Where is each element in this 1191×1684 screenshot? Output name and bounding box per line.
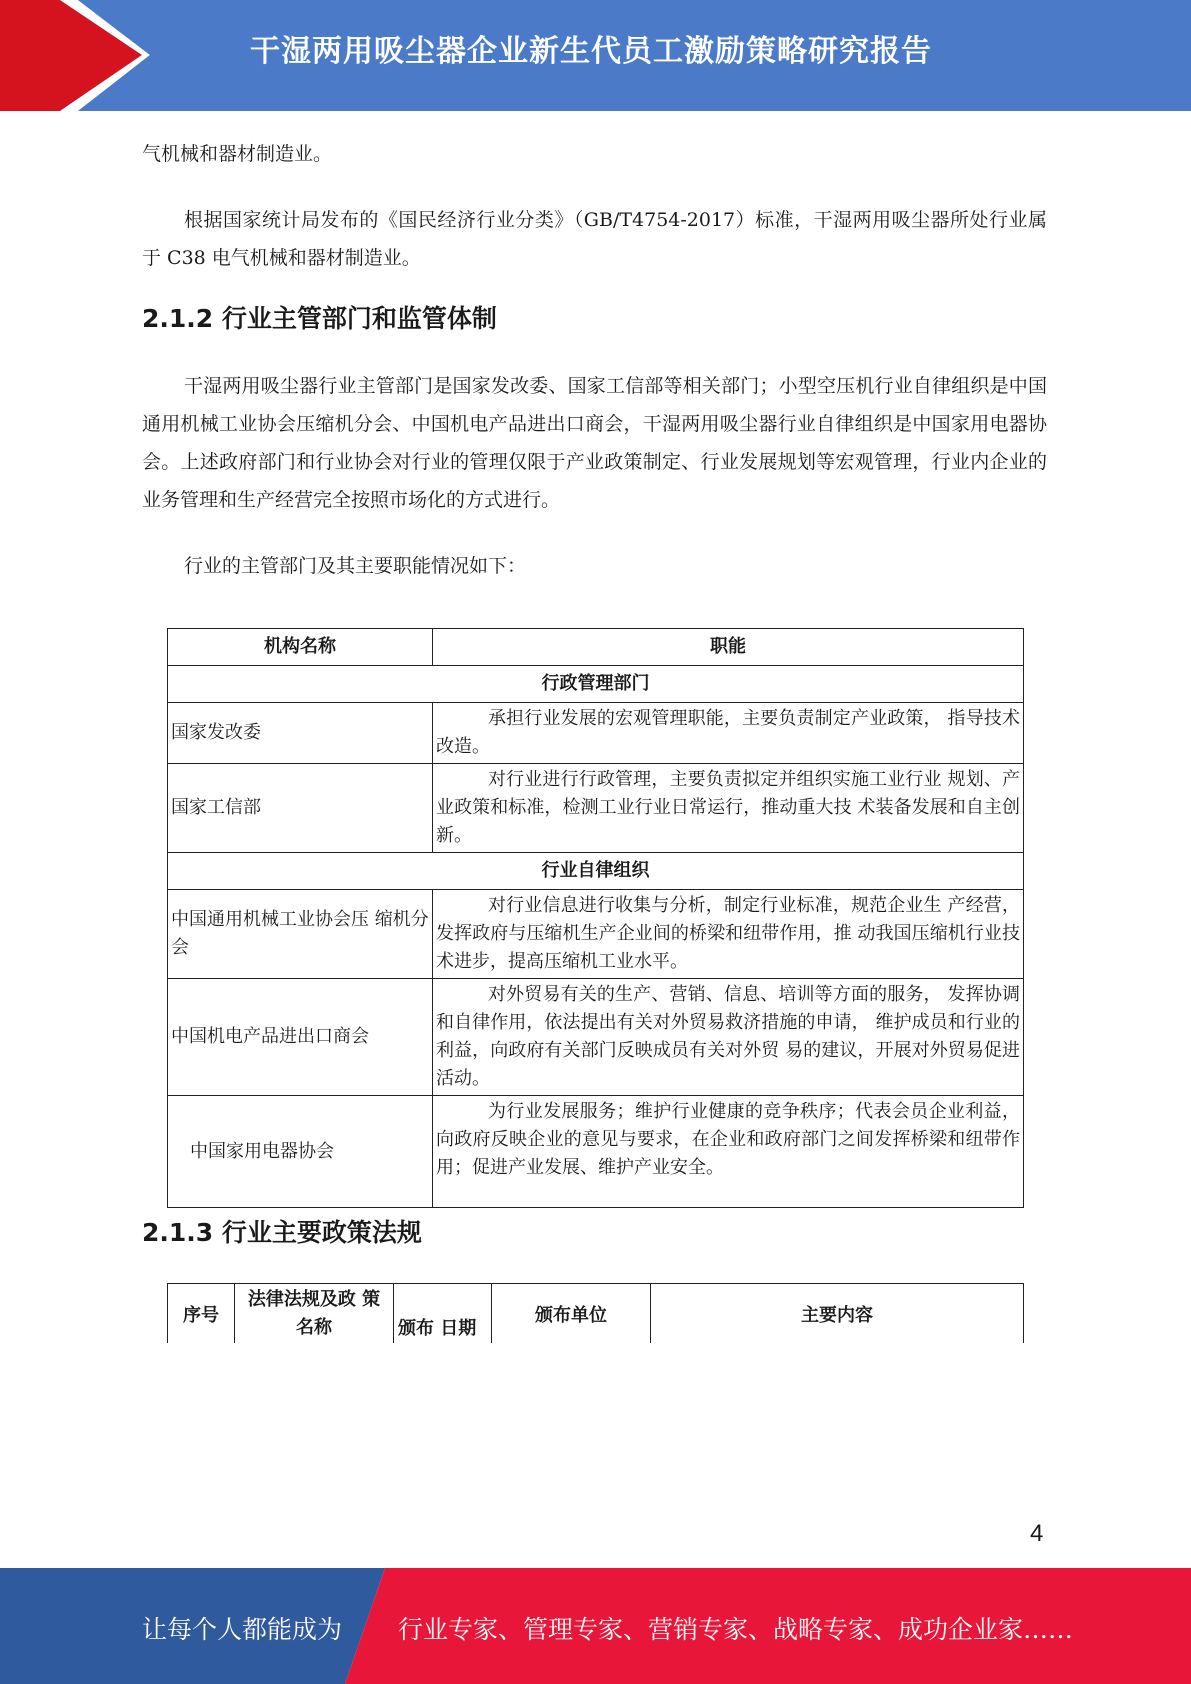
column-header-duty: 职能 xyxy=(433,629,1024,666)
column-header-issuer-text: 颁布单位 xyxy=(535,1304,607,1326)
column-header-no-text: 序号 xyxy=(183,1304,219,1326)
table-header-row xyxy=(168,629,1024,666)
section-admin-label: 行政管理部门 xyxy=(168,666,1024,703)
policy-table xyxy=(167,1283,1024,1343)
column-header-issuer xyxy=(491,1284,650,1343)
table-row xyxy=(168,979,1024,1096)
section-heading-2-1-3: 2.1.3 行业主要政策法规 xyxy=(142,1218,422,1247)
org-duty-cell: 为行业发展服务；维护行业健康的竞争秩序；代表会员企业利益，向政府反映企业的意见与要求，在企业和政府部门之间发挥桥梁和纽带作用；促进产业发展、维护产业安全。 xyxy=(433,1096,1024,1208)
page-number: 4 xyxy=(1030,1520,1044,1547)
table-section-row xyxy=(168,853,1024,890)
org-name-cell: 国家工信部 xyxy=(168,764,433,853)
table-section-row xyxy=(168,666,1024,703)
section-heading-2-1-2: 2.1.2 行业主管部门和监管体制 xyxy=(142,304,497,333)
table-row xyxy=(168,1096,1024,1208)
org-name-cell: 国家发改委 xyxy=(168,703,433,764)
org-duty-cell: 承担行业发展的宏观管理职能，主要负责制定产业政策， 指导技术改造。 xyxy=(433,703,1024,764)
org-duty-cell: 对外贸易有关的生产、营销、信息、培训等方面的服务， 发挥协调和自律作用，依法提出有关对外贸易救济措施的申请， 维护成员和行业的利益，向政府有关部门反映成员有关对外贸 易的建议，开展对外贸易促进活动。 xyxy=(433,979,1024,1096)
page-footer xyxy=(0,1568,1191,1684)
paragraph-classification: 根据国家统计局发布的《国民经济行业分类》（GB/T4754-2017）标准，干湿两用吸尘器所处行业属于 C38 电气机械和器材制造业。 xyxy=(142,209,1047,269)
column-header-law-line2: 名称 xyxy=(296,1317,332,1338)
regulators-table xyxy=(167,628,1024,1208)
paragraph-regulators: 干湿两用吸尘器行业主管部门是国家发改委、国家工信部等相关部门；小型空压机行业自律组织是中国通用机械工业协会压缩机分会、中国机电产品进出口商会，干湿两用吸尘器行业自律组织是中国家用电器协会。上述政府部门和行业协会对行业的管理仅限于产业政策制定、行业发展规划等宏观管理，行业内企业的业务管理和生产经营完全按照市场化的方式进行。 xyxy=(142,375,1047,511)
footer-slogan-left: 让每个人都能成为 xyxy=(142,1615,343,1644)
table-row xyxy=(168,703,1024,764)
column-header-content-text: 主要内容 xyxy=(801,1304,873,1326)
org-name-cell: 中国家用电器协会 xyxy=(168,1096,433,1208)
column-header-date-text: 颁布 日期 xyxy=(398,1318,477,1339)
section-selfreg-label: 行业自律组织 xyxy=(168,853,1024,890)
footer-slogan-right: 行业专家、管理专家、营销专家、战略专家、成功企业家…… xyxy=(398,1615,1074,1644)
report-title: 干湿两用吸尘器企业新生代员工激励策略研究报告 xyxy=(250,34,932,69)
column-header-name: 机构名称 xyxy=(168,629,433,666)
org-duty-cell: 对行业进行行政管理，主要负责拟定并组织实施工业行业 规划、产业政策和标准，检测工业行业日常运行，推动重大技 术装备发展和自主创新。 xyxy=(433,764,1024,853)
org-name-cell: 中国机电产品进出口商会 xyxy=(168,979,433,1096)
document-body xyxy=(142,135,1047,585)
org-duty-cell: 对行业信息进行收集与分析，制定行业标准，规范企业生 产经营，发挥政府与压缩机生产企业间的桥梁和纽带作用，推 动我国压缩机行业技术进步，提高压缩机工业水平。 xyxy=(433,890,1024,979)
table-row xyxy=(168,890,1024,979)
page-header xyxy=(0,0,1191,111)
paragraph-table-intro: 行业的主管部门及其主要职能情况如下： xyxy=(184,555,527,577)
column-header-date xyxy=(393,1284,491,1343)
column-header-content xyxy=(650,1284,1024,1343)
table-row xyxy=(168,764,1024,853)
org-name-cell: 中国通用机械工业协会压 缩机分会 xyxy=(168,890,433,979)
column-header-law-line1: 法律法规及政 策 xyxy=(247,1289,381,1310)
paragraph-continuation: 气机械和器材制造业。 xyxy=(142,143,333,165)
column-header-law xyxy=(234,1284,393,1343)
column-header-no xyxy=(167,1284,234,1343)
